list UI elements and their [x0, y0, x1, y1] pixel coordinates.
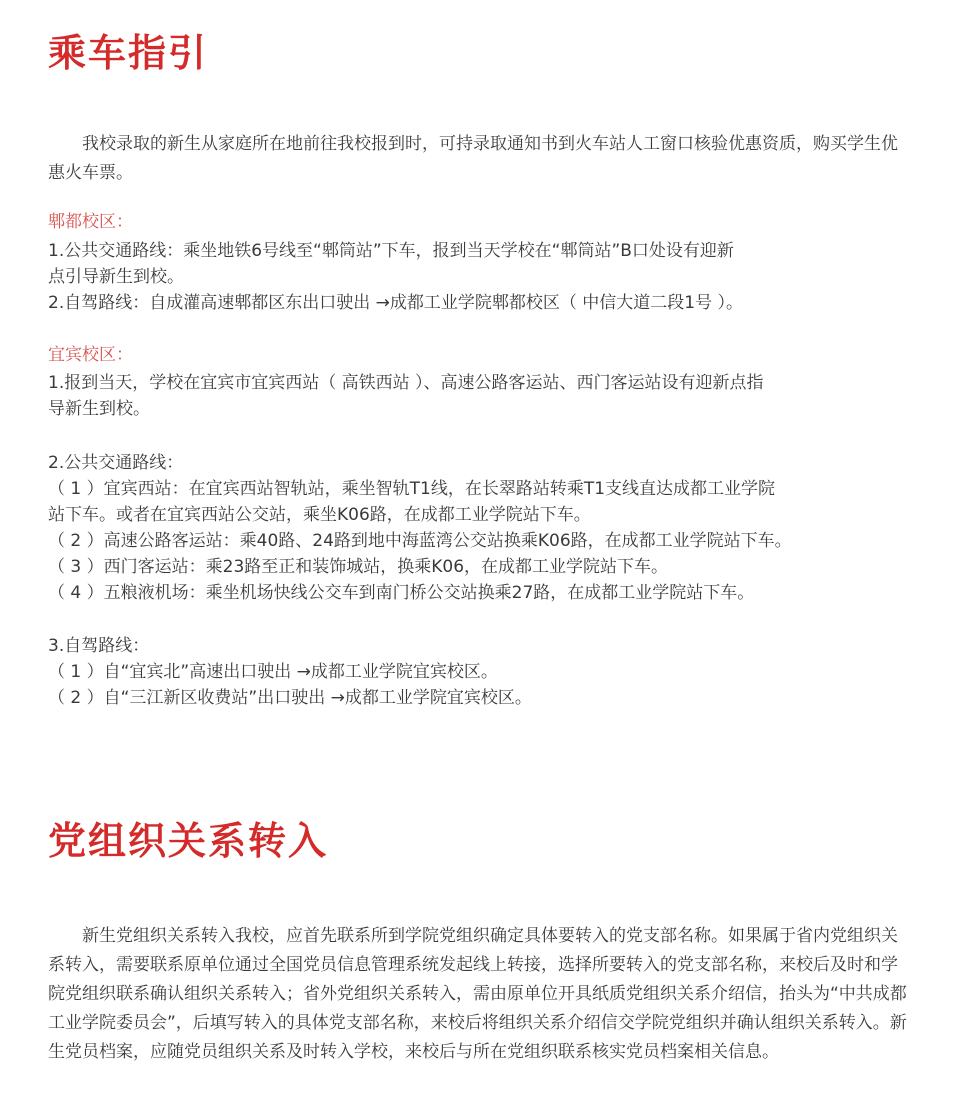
pidu-transit-line-1: 1.公共交通路线：乘坐地铁6号线至“郫筒站”下车，报到当天学校在“郫筒站”B口处设有迎新 — [48, 241, 734, 261]
yibin-transit-4: （ 4 ）五粮液机场：乘坐机场快线公交车到南门桥公交站换乘27路，在成都工业学院站下车。 — [48, 583, 755, 603]
party-transfer-paragraph: 新生党组织关系转入我校，应首先联系所到学院党组织确定具体要转入的党支部名称。如果属于省内党组织关系转入，需要联系原单位通过全国党员信息管理系统发起线上转接，选择所要转入的党支部名称，来校后及时和学院党组织联系确认组织关系转入；省外党组织关系转入，需由原单位开具纸质党组织关系介绍信，抬头为“中共成都工业学院委员会”，后填写转入的具体党支部名称，来校后将组织关系介绍信交学院党组织并确认组织关系转入。新生党员档案，应随党员组织关系及时转入学校，来校后与所在党组织联系核实党员档案相关信息。 — [48, 926, 907, 1062]
section-title-party-transfer: 党组织关系转入 — [48, 818, 329, 863]
pidu-transit-line-2: 点引导新生到校。 — [48, 267, 184, 287]
pidu-campus-label: 郫都校区： — [48, 212, 133, 232]
intro-paragraph: 我校录取的新生从家庭所在地前往我校报到时，可持录取通知书到火车站人工窗口核验优惠资质，购买学生优惠火车票。 — [48, 134, 898, 183]
yibin-campus-label: 宜宾校区： — [48, 345, 133, 365]
yibin-item1-line-1: 1.报到当天，学校在宜宾市宜宾西站（ 高铁西站 ）、高速公路客运站、西门客运站设有迎新点指 — [48, 373, 764, 393]
yibin-transit-1-line-2: 站下车。或者在宜宾西站公交站，乘坐K06路，在成都工业学院站下车。 — [48, 505, 591, 525]
section-title-boarding-guide: 乘车指引 — [48, 30, 209, 75]
yibin-drive-1: （ 1 ）自“宜宾北”高速出口驶出 →成都工业学院宜宾校区。 — [48, 662, 498, 682]
yibin-transit-2: （ 2 ）高速公路客运站：乘40路、24路到地中海蓝湾公交站换乘K06路，在成都工业学院站下车。 — [48, 531, 792, 551]
yibin-item1-line-2: 导新生到校。 — [48, 399, 150, 419]
yibin-transit-title: 2.公共交通路线： — [48, 453, 184, 473]
yibin-transit-1-line-1: （ 1 ）宜宾西站：在宜宾西站智轨站，乘坐智轨T1线，在长翠路站转乘T1支线直达成都工业学院 — [48, 479, 776, 499]
yibin-transit-3: （ 3 ）西门客运站：乘23路至正和装饰城站，换乘K06，在成都工业学院站下车。 — [48, 557, 669, 577]
pidu-drive-line: 2.自驾路线：自成灌高速郫都区东出口驶出 →成都工业学院郫都校区（ 中信大道二段1号 ）。 — [48, 293, 743, 313]
yibin-drive-title: 3.自驾路线： — [48, 636, 150, 656]
yibin-drive-2: （ 2 ）自“三江新区收费站”出口驶出 →成都工业学院宜宾校区。 — [48, 688, 532, 708]
